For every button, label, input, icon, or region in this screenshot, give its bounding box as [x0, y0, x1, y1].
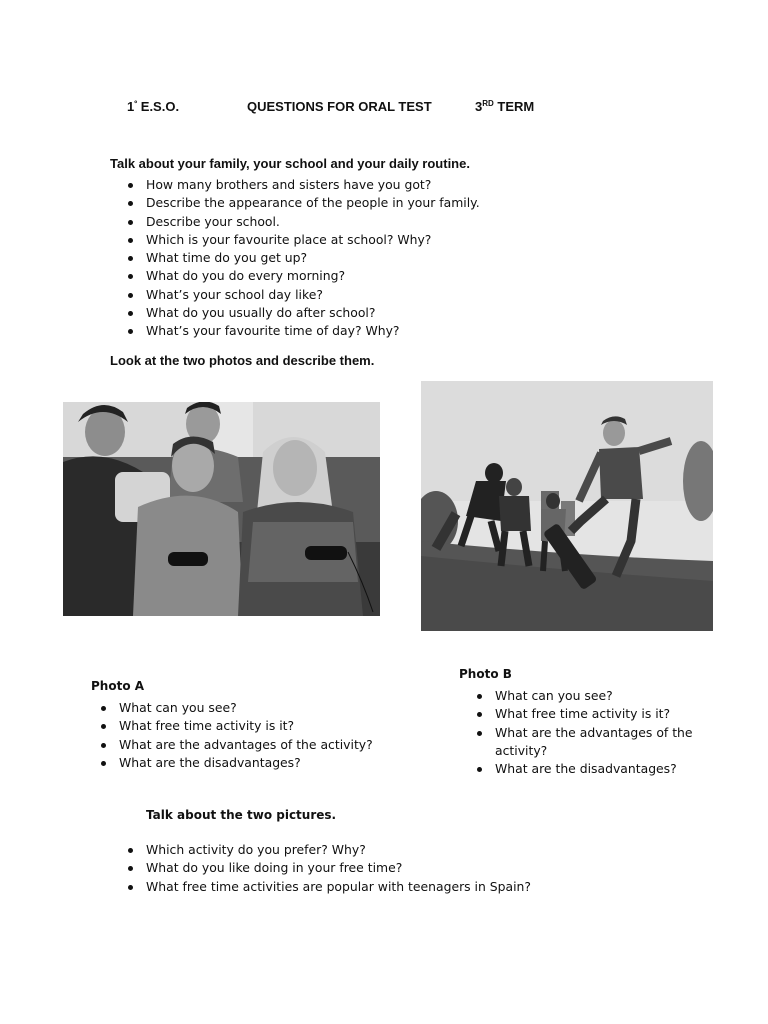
term-ordinal: RD: [482, 99, 494, 108]
list-item: What are the disadvantages?: [101, 754, 373, 772]
list-item: Describe the appearance of the people in your family.: [128, 194, 480, 212]
list-item: How many brothers and sisters have you got?: [128, 176, 480, 194]
list-item: What are the advantages of the: [477, 724, 693, 742]
list-item: What can you see?: [477, 687, 693, 705]
level-text: E.S.O.: [137, 99, 180, 114]
term-number: 3: [475, 99, 483, 114]
level-ordinal: º: [134, 99, 138, 108]
page-title: QUESTIONS FOR ORAL TEST: [247, 99, 432, 114]
list-item: What’s your school day like?: [128, 286, 480, 304]
list-item-continuation: activity?: [495, 742, 548, 758]
photo-b-image: [421, 381, 713, 631]
list-item: What free time activity is it?: [101, 717, 373, 735]
list-item: Describe your school.: [128, 213, 480, 231]
term-text: TERM: [493, 99, 535, 114]
list-item: What do you usually do after school?: [128, 304, 480, 322]
photo-a-title: Photo A: [91, 679, 145, 693]
level-label: [127, 99, 179, 114]
section-family-title: Talk about your family, your school and your daily routine.: [110, 156, 470, 171]
list-item: What do you like doing in your free time?: [128, 859, 531, 877]
section-compare-questions: [128, 841, 531, 896]
photo-a-questions: [101, 699, 373, 772]
list-item: Which is your favourite place at school? Why?: [128, 231, 480, 249]
photo-a-image: [63, 402, 380, 616]
section-compare-title: Talk about the two pictures.: [146, 808, 337, 822]
list-item: What’s your favourite time of day? Why?: [128, 322, 480, 340]
list-item: What do you do every morning?: [128, 267, 480, 285]
list-item: What are the disadvantages?: [477, 760, 693, 778]
list-item: What can you see?: [101, 699, 373, 717]
list-item: Which activity do you prefer? Why?: [128, 841, 531, 859]
photo-b-title: Photo B: [459, 667, 512, 681]
list-item: What free time activity is it?: [477, 705, 693, 723]
list-item: What time do you get up?: [128, 249, 480, 267]
term-label: [475, 99, 534, 114]
section-family-questions: [128, 176, 480, 341]
level-number: 1: [127, 99, 135, 114]
list-item: What are the advantages of the activity?: [101, 736, 373, 754]
section-photos-title: Look at the two photos and describe them.: [110, 353, 375, 368]
photo-b-questions: [477, 687, 693, 778]
list-item: What free time activities are popular with teenagers in Spain?: [128, 878, 531, 896]
